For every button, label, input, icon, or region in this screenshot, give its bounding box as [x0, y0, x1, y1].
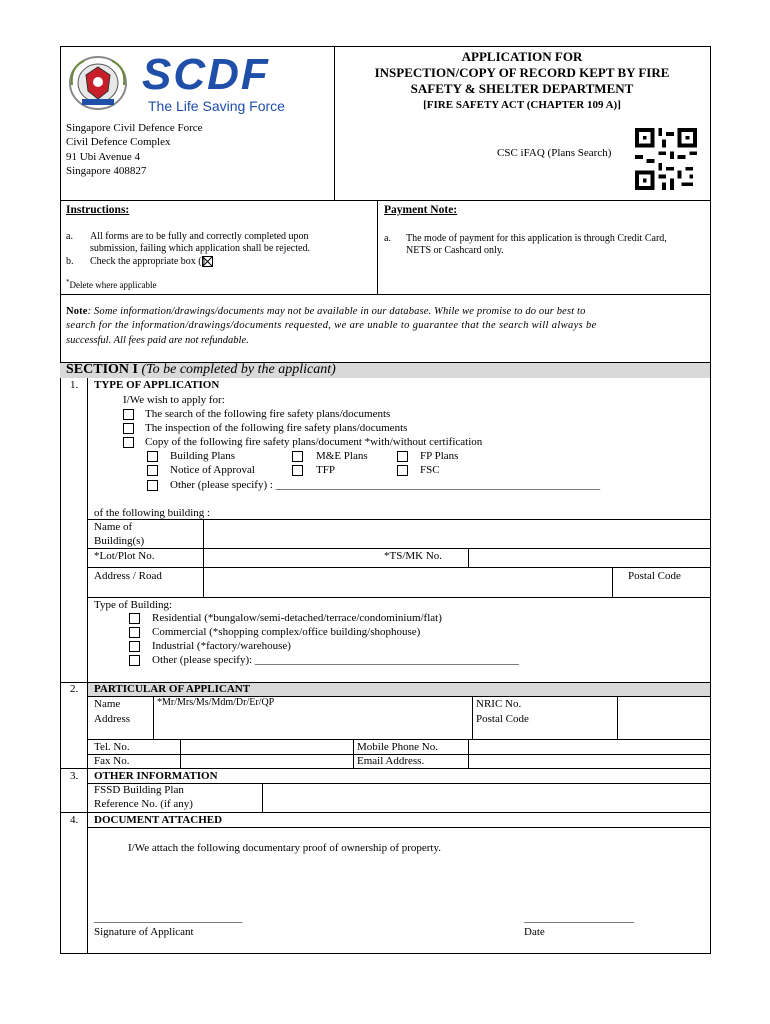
name-of-building-label-1: Name of — [94, 521, 133, 533]
residential-label: Residential (*bungalow/semi-detached/terrace/condominium/flat) — [152, 612, 442, 624]
instruction-b-label: b. — [66, 256, 74, 267]
other-plans-checkbox[interactable] — [147, 480, 158, 491]
bldg-postal-col — [612, 567, 613, 597]
name-label: Name — [94, 698, 121, 710]
signature-line[interactable]: ___________________________ — [94, 912, 243, 924]
name-field[interactable] — [154, 709, 471, 738]
form-title-line-2: INSPECTION/COPY OF RECORD KEPT BY FIRE — [374, 65, 670, 80]
frame-right — [710, 46, 711, 954]
address-line-2: Civil Defence Complex — [66, 136, 171, 148]
q4-title: DOCUMENT ATTACHED — [94, 814, 223, 826]
option-search-label: The search of the following fire safety plans/documents — [145, 408, 391, 420]
tel-fax-fields[interactable] — [181, 740, 352, 767]
q1-number: 1. — [70, 379, 79, 391]
section-title — [66, 362, 336, 378]
name-of-building-field[interactable] — [204, 520, 709, 547]
instruction-b-text: Check the appropriate box ( — [90, 256, 202, 267]
payment-title: Payment Note: — [384, 204, 458, 216]
note-text-1: : Some information/drawings/documents may not be available in our database. While we promise to do our best to — [87, 306, 586, 317]
instruction-a-label: a. — [66, 231, 73, 242]
frame-top — [60, 46, 710, 47]
mobile-email-fields[interactable] — [469, 740, 709, 767]
frame-left — [60, 46, 61, 954]
commercial-label: Commercial (*shopping complex/office building/shophouse) — [152, 626, 421, 638]
note-line-1 — [66, 306, 586, 318]
industrial-label: Industrial (*factory/warehouse) — [152, 640, 291, 652]
q2-col-mobile — [353, 739, 354, 768]
instructions-bottom-line — [60, 294, 710, 295]
tfp-label: TFP — [316, 464, 335, 476]
payment-line-1: The mode of payment for this application is through Credit Card, — [406, 233, 667, 244]
delete-asterisk: * — [66, 278, 70, 286]
building-plans-checkbox[interactable] — [147, 451, 158, 462]
address-label: Address — [94, 713, 131, 725]
documents-statement: I/We attach the following documentary proof of ownership of property. — [128, 842, 442, 854]
option-inspection-label: The inspection of the following fire safety plans/documents — [145, 422, 408, 434]
address-line-3: 91 Ubi Avenue 4 — [66, 151, 141, 163]
frame-bottom — [60, 953, 710, 954]
note-label: Note — [66, 306, 88, 317]
fssd-label-1: FSSD Building Plan — [94, 784, 184, 796]
industrial-checkbox[interactable] — [129, 641, 140, 652]
note-line-3: successful. All fees paid are not refundable. — [66, 335, 249, 346]
q1-title: TYPE OF APPLICATION — [94, 379, 220, 391]
q3-title: OTHER INFORMATION — [94, 770, 218, 782]
address-road-field[interactable] — [204, 568, 611, 596]
q2-bottom — [60, 768, 710, 769]
me-plans-checkbox[interactable] — [292, 451, 303, 462]
q3-bottom — [60, 812, 710, 813]
instructions-title: Instructions: — [66, 204, 130, 216]
lot-no-field[interactable] — [204, 549, 379, 566]
instruction-a-line-2: submission, failing which application shall be rejected. — [90, 243, 310, 254]
section-number: SECTION I — [66, 362, 138, 377]
instruction-a-line-1: All forms are to be fully and correctly completed upon — [90, 231, 309, 242]
fsc-checkbox[interactable] — [397, 465, 408, 476]
building-plans-label: Building Plans — [170, 450, 236, 462]
salutation-text: *Mr/Mrs/Ms/Mdm/Dr/Er/QP — [157, 697, 275, 708]
mobile-label: Mobile Phone No. — [357, 741, 438, 753]
q2-title: PARTICULAR OF APPLICANT — [94, 683, 251, 695]
section-subtitle: (To be completed by the applicant) — [141, 362, 336, 377]
qr-label: CSC iFAQ (Plans Search) — [497, 147, 612, 159]
form-title-line-1: APPLICATION FOR — [461, 49, 583, 64]
type-of-building-title: Type of Building: — [94, 599, 173, 611]
note-line-2: search for the information/drawings/documents requested, we are unable to guarantee that the search will always be — [66, 320, 597, 331]
fssd-reference-field[interactable] — [263, 784, 709, 811]
signature-label: Signature of Applicant — [94, 926, 194, 938]
option-inspection-checkbox[interactable] — [123, 423, 134, 434]
residential-checkbox[interactable] — [129, 613, 140, 624]
other-building-label[interactable]: Other (please specify): ________________________________________________ — [152, 654, 519, 666]
email-label: Email Address. — [357, 755, 425, 767]
q4-row1 — [87, 827, 710, 828]
header-bottom-line — [60, 200, 710, 201]
nric-label: NRIC No. — [476, 698, 522, 710]
delete-note-text: Delete where applicable — [69, 280, 157, 290]
q3-number: 3. — [70, 770, 79, 782]
notice-of-approval-checkbox[interactable] — [147, 465, 158, 476]
other-plans-label[interactable]: Other (please specify) : ___________________________________________________________ — [170, 479, 601, 491]
lot-no-label: *Lot/Plot No. — [94, 550, 155, 562]
instruction-b — [90, 256, 205, 268]
ts-mk-field[interactable] — [469, 549, 709, 566]
fax-label: Fax No. — [94, 755, 130, 767]
instructions-divider — [377, 200, 378, 294]
scdf-crest-icon — [66, 55, 130, 113]
option-search-checkbox[interactable] — [123, 409, 134, 420]
notice-of-approval-label: Notice of Approval — [170, 464, 255, 476]
fp-plans-label: FP Plans — [420, 450, 459, 462]
instruction-b-close: ) — [201, 256, 205, 267]
option-copy-label: Copy of the following fire safety plans/document *with/without certification — [145, 436, 483, 448]
fp-plans-checkbox[interactable] — [397, 451, 408, 462]
postal-code-label: Postal Code — [628, 570, 681, 582]
me-plans-label: M&E Plans — [316, 450, 368, 462]
address-road-label: Address / Road — [94, 570, 162, 582]
other-building-checkbox[interactable] — [129, 655, 140, 666]
fire-safety-act: [FIRE SAFETY ACT (CHAPTER 109 A)] — [423, 99, 621, 111]
fssd-label-2: Reference No. (if any) — [94, 798, 193, 810]
nric-field[interactable] — [618, 697, 709, 738]
date-label: Date — [524, 926, 545, 938]
address-line-1: Singapore Civil Defence Force — [66, 122, 203, 134]
q2-col-nric — [472, 696, 473, 739]
fsc-label: FSC — [420, 464, 440, 476]
scdf-logo-word: SCDF — [142, 50, 270, 99]
commercial-checkbox[interactable] — [129, 627, 140, 638]
ts-mk-label: *TS/MK No. — [384, 550, 443, 562]
delete-note — [66, 278, 156, 290]
date-line[interactable]: ____________________ — [524, 912, 634, 924]
number-column-line — [87, 378, 88, 954]
q4-number: 4. — [70, 814, 79, 826]
scdf-tagline: The Life Saving Force — [148, 98, 285, 114]
name-of-building-label-2: Building(s) — [94, 535, 145, 547]
q2-number: 2. — [70, 683, 79, 695]
address-line-4: Singapore 408827 — [66, 165, 147, 177]
bldg-table-bottom — [87, 597, 710, 598]
form-title-line-3: SAFETY & SHELTER DEPARTMENT — [410, 81, 634, 96]
payment-a-label: a. — [384, 233, 391, 244]
payment-line-2: NETS or Cashcard only. — [406, 245, 504, 256]
tfp-checkbox[interactable] — [292, 465, 303, 476]
checked-box-icon — [202, 256, 213, 267]
qr-code-icon[interactable] — [634, 128, 698, 190]
applicant-postal-label: Postal Code — [476, 713, 529, 725]
option-copy-checkbox[interactable] — [123, 437, 134, 448]
tel-label: Tel. No. — [94, 741, 130, 753]
of-following-building: of the following building : — [94, 507, 211, 519]
q1-intro: I/We wish to apply for: — [123, 394, 225, 406]
